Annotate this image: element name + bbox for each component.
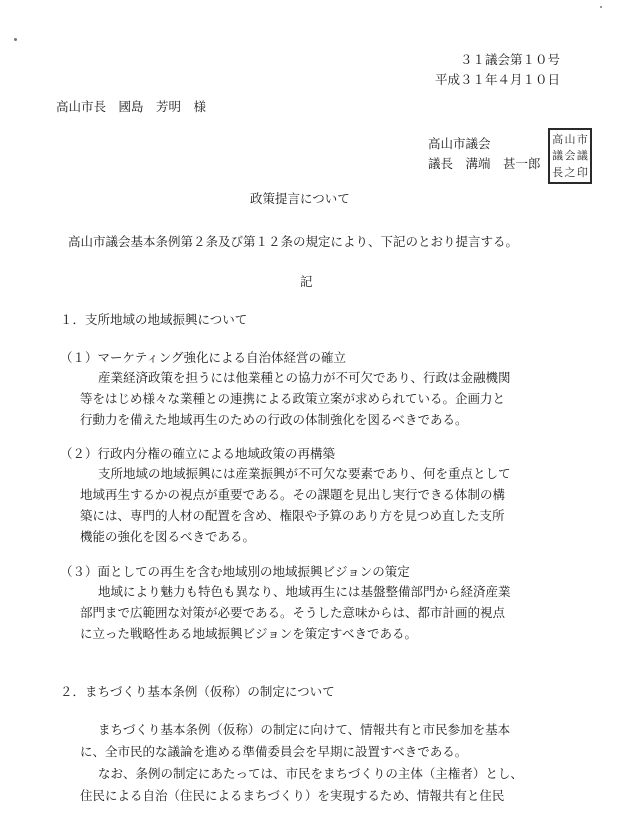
section-2-line: に、全市民的な議論を進める準備委員会を早期に設置すべきである。 bbox=[80, 744, 468, 759]
item-1-line: 行動力を備えた地域再生のための行政の体制強化を図るべきである。 bbox=[80, 412, 468, 427]
item-2-line: 機能の強化を図るべきである。 bbox=[80, 529, 256, 544]
section-2-heading: ２．まちづくり基本条例（仮称）の制定について bbox=[60, 684, 335, 699]
sender-name: 議長 溝端 甚一郎 bbox=[428, 156, 541, 171]
item-1-heading: （１）マーケティング強化による自治体経営の確立 bbox=[60, 350, 347, 365]
seal-character: 印 bbox=[576, 165, 588, 179]
seal-character: 長 bbox=[552, 165, 564, 179]
document-number: ３１議会第１０号 bbox=[459, 52, 560, 67]
seal-character: 山 bbox=[564, 133, 576, 147]
item-2-line: 地域再生するかの視点が重要である。その課題を見出し実行できる体制の構 bbox=[80, 487, 506, 502]
intro-paragraph: 高山市議会基本条例第２条及び第１２条の規定により、下記のとおり提言する。 bbox=[68, 234, 519, 249]
seal-character: 市 bbox=[576, 133, 588, 147]
official-seal-stamp bbox=[548, 128, 592, 184]
addressee: 高山市長 國島 芳明 様 bbox=[56, 99, 207, 114]
seal-character: 議 bbox=[576, 149, 588, 163]
seal-character: 会 bbox=[564, 149, 576, 163]
item-3-line: 地域により魅力も特色も異なり、地域再生には基盤整備部門から経済産業 bbox=[98, 584, 511, 599]
item-2-heading: （２）行政内分権の確立による地域政策の再構築 bbox=[60, 446, 336, 461]
section-2-line: なお、条例の制定にあたっては、市民をまちづくりの主体（主権者）とし、 bbox=[98, 766, 523, 781]
scan-speck bbox=[14, 38, 17, 41]
sender-organization: 高山市議会 bbox=[428, 136, 491, 151]
section-2-line: まちづくり基本条例（仮称）の制定に向けて、情報共有と市民参加を基本 bbox=[98, 722, 511, 737]
seal-character: 之 bbox=[564, 165, 576, 179]
item-3-line: に立った戦略性ある地域振興ビジョンを策定すべきである。 bbox=[80, 626, 418, 641]
section-2-line: 住民による自治（住民によるまちづくり）を実現するため、情報共有と住民 bbox=[80, 788, 505, 803]
seal-character: 高 bbox=[552, 133, 564, 147]
item-2-line: 築には、専門的人材の配置を含め、権限や予算のあり方を見つめ直した支所 bbox=[80, 508, 505, 523]
ki-heading: 記 bbox=[300, 274, 313, 289]
item-1-line: 産業経済政策を担うには他業種との協力が不可欠であり、行政は金融機関 bbox=[98, 370, 511, 385]
document-title: 政策提言について bbox=[250, 191, 350, 206]
section-1-heading: １．支所地域の地域振興について bbox=[60, 312, 248, 327]
item-2-line: 支所地域の地域振興には産業振興が不可欠な要素であり、何を重点として bbox=[98, 466, 511, 481]
item-1-line: 等をはじめ様々な業種との連携による政策立案が求められている。企画力と bbox=[80, 391, 506, 406]
scan-speck bbox=[600, 6, 602, 8]
document-date: 平成３１年４月１０日 bbox=[434, 72, 560, 87]
item-3-heading: （３）面としての再生を含む地域別の地域振興ビジョンの策定 bbox=[60, 564, 410, 579]
item-3-line: 部門まで広範囲な対策が必要である。そうした意味からは、都市計画的視点 bbox=[80, 605, 506, 620]
seal-character: 議 bbox=[552, 149, 564, 163]
